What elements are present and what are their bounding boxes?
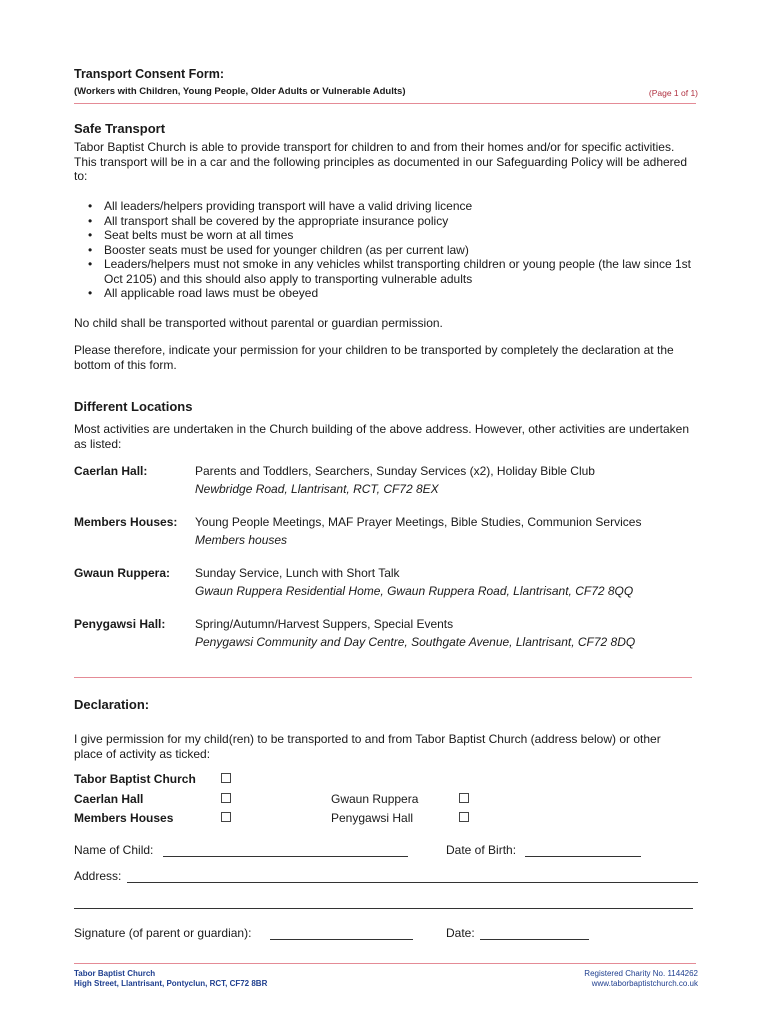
date-line[interactable] <box>480 939 589 940</box>
footer-divider <box>74 963 696 964</box>
footer-charity-number: Registered Charity No. 1144262 <box>584 969 698 978</box>
signature-line[interactable] <box>270 939 413 940</box>
footer-website-link[interactable]: www.taborbaptistchurch.co.uk <box>591 979 698 988</box>
header-divider <box>74 103 696 104</box>
list-item: • Seat belts must be worn at all times <box>88 228 696 243</box>
checkbox-row-2 <box>74 792 698 808</box>
gwaun-label: Gwaun Ruppera <box>331 792 419 806</box>
locations-heading: Different Locations <box>74 399 193 414</box>
address-label: Address: <box>74 869 122 883</box>
checkbox-row-tabor <box>74 772 698 788</box>
list-item: • Leaders/helpers must not smoke in any vehicles whilst transporting children or young people (the law since 1st Oct 2105) and this should also apply to transporting vulnerable adults <box>88 257 696 286</box>
declaration-text: I give permission for my child(ren) to be transported to and from Tabor Baptist Church (address below) or other place of activity as ticked: <box>74 732 661 761</box>
dob-line[interactable] <box>525 856 641 857</box>
form-subtitle: (Workers with Children, Young People, Older Adults or Vulnerable Adults) <box>74 86 406 97</box>
checkbox-row-3 <box>74 811 698 827</box>
location-activities: Young People Meetings, MAF Prayer Meetings, Bible Studies, Communion Services <box>195 515 642 529</box>
location-address: Gwaun Ruppera Residential Home, Gwaun Ruppera Road, Llantrisant, CF72 8QQ <box>195 584 634 598</box>
list-item: • All leaders/helpers providing transport will have a valid driving licence <box>88 199 696 214</box>
members-label: Members Houses <box>74 811 174 825</box>
location-activities: Parents and Toddlers, Searchers, Sunday Services (x2), Holiday Bible Club <box>195 464 595 478</box>
list-item: • All transport shall be covered by the appropriate insurance policy <box>88 214 696 229</box>
declaration-heading: Declaration: <box>74 697 150 712</box>
location-name: Caerlan Hall: <box>74 464 148 478</box>
address-line[interactable] <box>127 882 698 883</box>
footer-address: High Street, Llantrisant, Pontyclun, RCT, CF72 8BR <box>74 979 268 988</box>
child-name-line[interactable] <box>163 856 408 857</box>
address-line-2[interactable] <box>74 908 693 909</box>
child-name-label: Name of Child: <box>74 843 154 857</box>
safe-transport-intro: Tabor Baptist Church is able to provide transport for children to and from their homes and/or for specific activities. This transport will be in a car and the following principles as documented in our Safeguarding Policy will be adhered to: <box>74 140 688 183</box>
location-activities: Sunday Service, Lunch with Short Talk <box>195 566 400 580</box>
location-address: Members houses <box>195 533 288 547</box>
section-divider <box>74 677 692 678</box>
tabor-label: Tabor Baptist Church <box>74 772 196 786</box>
form-title: Transport Consent Form: <box>74 67 225 81</box>
gwaun-checkbox[interactable] <box>459 793 469 803</box>
footer-left <box>74 969 267 989</box>
dob-label: Date of Birth: <box>446 843 517 857</box>
document-page <box>74 0 698 1024</box>
tabor-checkbox[interactable] <box>221 773 231 783</box>
location-address: Penygawsi Community and Day Centre, Southgate Avenue, Llantrisant, CF72 8DQ <box>195 635 636 649</box>
location-name: Gwaun Ruppera: <box>74 566 171 580</box>
list-item: • All applicable road laws must be obeyed <box>88 286 696 301</box>
footer-right <box>584 969 698 989</box>
safe-transport-heading: Safe Transport <box>74 121 166 136</box>
footer-church-name: Tabor Baptist Church <box>74 969 156 978</box>
permission-note: No child shall be transported without parental or guardian permission. <box>74 316 443 330</box>
please-note: Please therefore, indicate your permission for your children to be transported by completely the declaration at the bottom of this form. <box>74 343 674 372</box>
penygawsi-checkbox[interactable] <box>459 812 469 822</box>
penygawsi-label: Penygawsi Hall <box>331 811 414 825</box>
location-name: Penygawsi Hall: <box>74 617 166 631</box>
date-label: Date: <box>446 926 475 940</box>
caerlan-checkbox[interactable] <box>221 793 231 803</box>
list-item: • Booster seats must be used for younger children (as per current law) <box>88 243 696 258</box>
signature-label: Signature (of parent or guardian): <box>74 926 252 940</box>
locations-intro: Most activities are undertaken in the Church building of the above address. However, other activities are undertaken as listed: <box>74 422 690 451</box>
page-number: (Page 1 of 1) <box>648 88 698 98</box>
location-name: Members Houses: <box>74 515 178 529</box>
transport-principles-list <box>88 199 696 301</box>
location-activities: Spring/Autumn/Harvest Suppers, Special Events <box>195 617 454 631</box>
members-checkbox[interactable] <box>221 812 231 822</box>
caerlan-label: Caerlan Hall <box>74 792 144 806</box>
location-address: Newbridge Road, Llantrisant, RCT, CF72 8EX <box>195 482 439 496</box>
